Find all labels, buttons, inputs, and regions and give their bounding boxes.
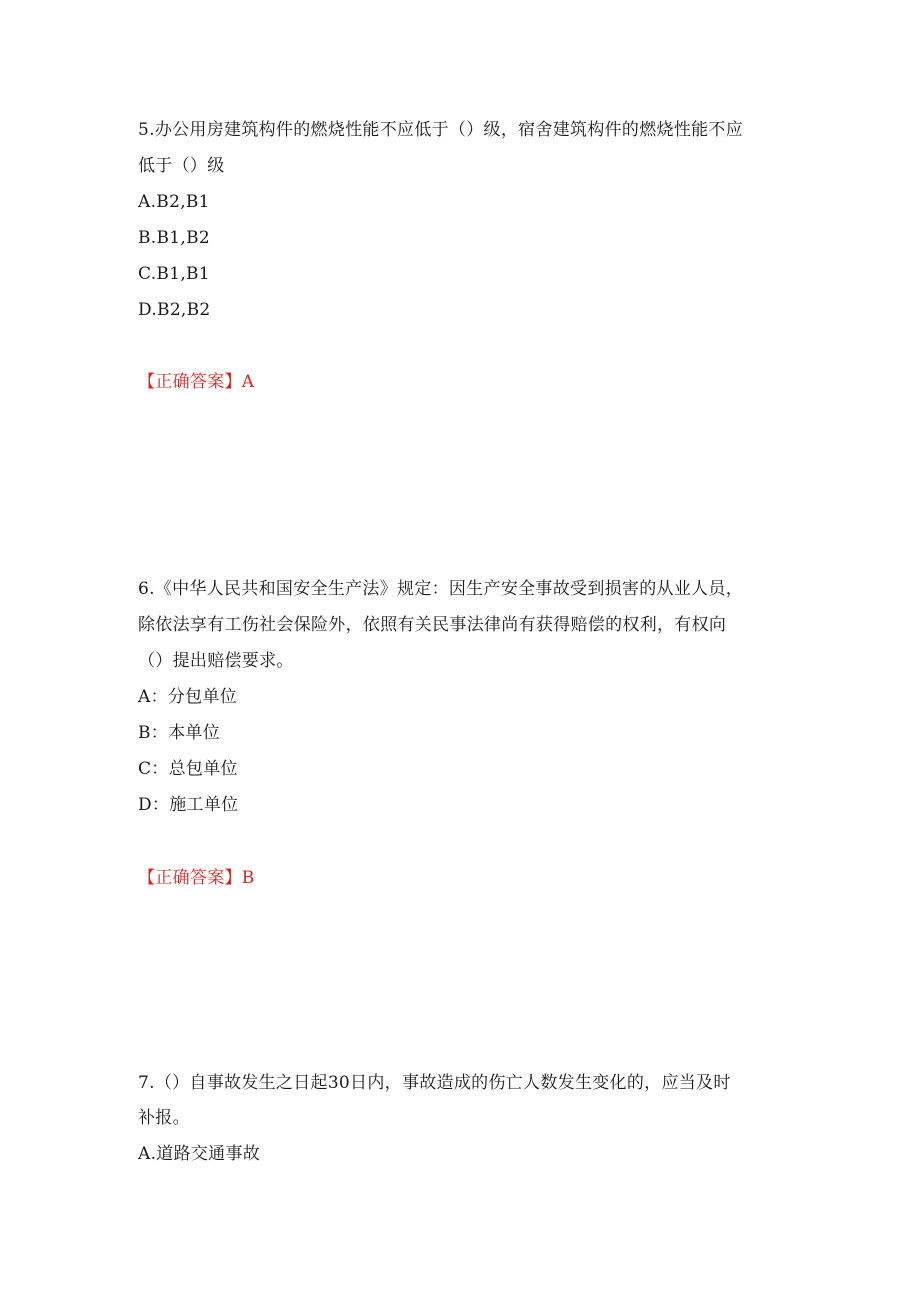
question-6-text-line-2: 除依法享有工伤社会保险外，依照有关民事法律尚有获得赔偿的权利，有权向 — [138, 615, 727, 635]
question-5-option-c: C.B1,B1 — [138, 264, 210, 284]
question-6-option-b: B：本单位 — [138, 723, 220, 743]
question-5-option-b: B.B1,B2 — [138, 228, 211, 248]
question-7-text-line-1: 7.（）自事故发生之日起30日内，事故造成的伤亡人数发生变化的，应当及时 — [138, 1073, 731, 1093]
question-7-text-line-2: 补报。 — [138, 1108, 190, 1128]
question-6-option-d: D：施工单位 — [138, 795, 239, 815]
question-7-option-a: A.道路交通事故 — [138, 1144, 261, 1164]
question-6-text-line-3: （）提出赔偿要求。 — [138, 651, 294, 671]
question-5-option-d: D.B2,B2 — [138, 300, 211, 320]
question-6-answer: 【正确答案】B — [138, 868, 255, 888]
question-5-answer: 【正确答案】A — [138, 372, 255, 392]
question-5-text-line-1: 5.办公用房建筑构件的燃烧性能不应低于（）级，宿舍建筑构件的燃烧性能不应 — [138, 120, 744, 140]
question-6-option-a: A：分包单位 — [138, 687, 238, 707]
question-6-option-c: C：总包单位 — [138, 759, 238, 779]
question-5-text-line-2: 低于（）级 — [138, 156, 225, 176]
question-6-text-line-1: 6.《中华人民共和国安全生产法》规定：因生产安全事故受到损害的从业人员， — [138, 579, 744, 599]
question-5-option-a: A.B2,B1 — [138, 192, 210, 212]
